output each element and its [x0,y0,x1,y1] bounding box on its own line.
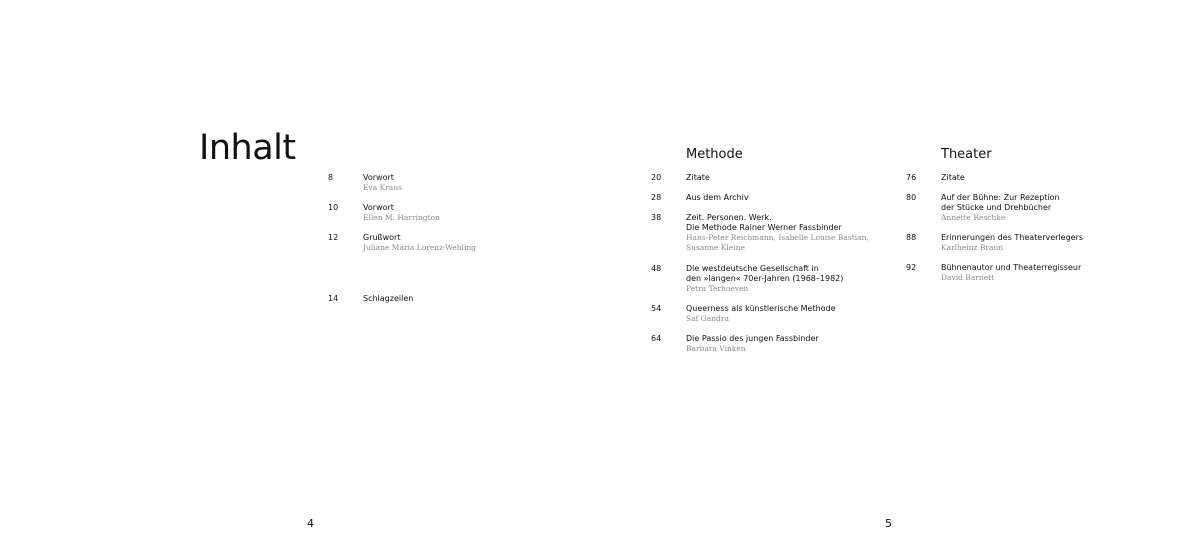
toc-page-number: 88 [906,233,917,242]
toc-entry-title: Aus dem Archiv [686,193,749,202]
toc-entry-title: Die Passio des jungen Fassbinder [686,334,819,343]
toc-entry-author: Barbara Vinken [686,344,746,353]
toc-entry-title: den »langen« 70er-Jahren (1968–1982) [686,274,844,283]
toc-entry-title: Erinnerungen des Theaterverlegers [941,233,1084,242]
toc-page-number: 92 [906,263,917,272]
toc-page-number: 14 [328,294,339,303]
toc-entry-author: Ellen M. Harrington [363,213,440,222]
toc-entry-author: Juliane Maria Lorenz-Wehling [363,243,476,252]
toc-entry-title: Die westdeutsche Gesellschaft in [686,264,819,273]
toc-page-number: 20 [651,173,662,182]
toc-entry-title: Bühnenautor und Theaterregisseur [941,263,1082,272]
toc-entry-title: Die Methode Rainer Werner Fassbinder [686,223,842,232]
toc-page-number: 76 [906,173,917,182]
toc-page-number: 38 [651,213,662,222]
toc-entry-title: der Stücke und Drehbücher [941,203,1052,212]
toc-page-number: 48 [651,264,662,273]
toc-page-number: 12 [328,233,339,242]
toc-page-number: 54 [651,304,662,313]
toc-entry-title: Zitate [941,173,965,182]
toc-entry-title: Zitate [686,173,710,182]
page-number-left: 4 [307,517,314,530]
toc-entry-author: Annette Reschke [941,213,1006,222]
right-page [600,0,1200,552]
toc-entry-author: David Barnett [941,273,995,282]
toc-entry-author: Susanne Kleine [686,243,745,252]
toc-page-number: 28 [651,193,662,202]
toc-page-number: 8 [328,173,334,182]
toc-entry-author: Petra Terhoeven [686,284,749,293]
section-heading-methode: Methode [686,147,743,162]
page-number-right: 5 [885,517,892,530]
toc-entry-title: Schlagzeilen [363,294,414,303]
toc-entry-title: Zeit. Personen. Werk. [686,213,772,222]
toc-page-number: 80 [906,193,917,202]
toc-entry-title: Queerness als künstlerische Methode [686,304,836,313]
toc-page-number: 10 [328,203,339,212]
toc-page-number: 64 [651,334,662,343]
toc-entry-title: Auf der Bühne: Zur Rezeption [941,193,1060,202]
toc-entry-author: Hans-Peter Reichmann, Isabelle Louise Bastian, [686,233,869,242]
toc-entry-author: Karlheinz Braun [941,243,1004,252]
toc-entry-author: Eva Kraus [363,183,402,192]
toc-entry-author: Saf Gandra [686,314,729,323]
page-title: Inhalt [199,128,296,168]
toc-entry-title: Vorwort [363,203,394,212]
toc-entry-title: Grußwort [363,233,401,242]
toc-entry-title: Vorwort [363,173,394,182]
section-heading-theater: Theater [941,147,992,162]
